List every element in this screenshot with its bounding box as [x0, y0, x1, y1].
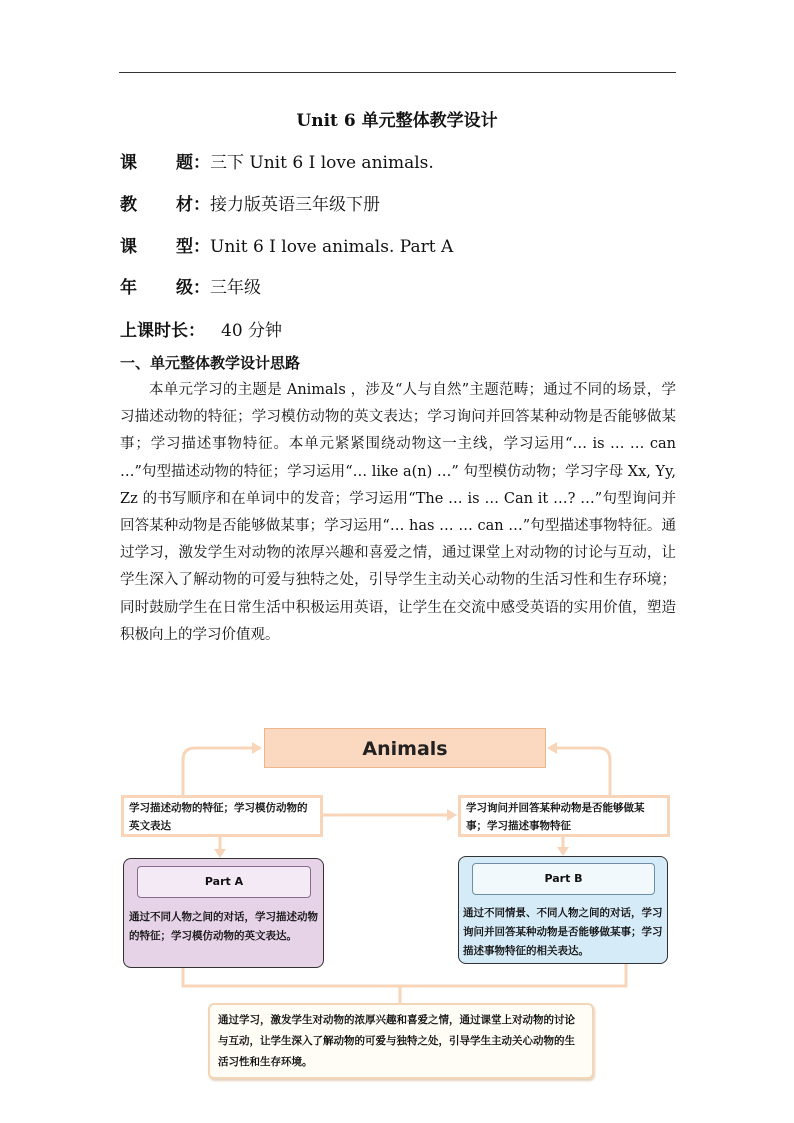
meta-value-topic: 三下 Unit 6 I love animals.	[210, 153, 434, 173]
meta-value-textbook: 接力版英语三年级下册	[210, 195, 380, 215]
header-rule	[119, 72, 676, 73]
part-a-panel	[123, 858, 324, 968]
meta-label-char: 材：	[176, 195, 210, 215]
meta-row-grade	[120, 273, 261, 298]
part-b-description: 通过不同情景、不同人物之间的对话，学习询问并回答某种动物是否能够做某事；学习描述事物特征的相关表达。	[463, 907, 663, 957]
arrowhead-part-a	[214, 849, 226, 858]
meta-label-char: 级：	[176, 278, 210, 298]
diagram-summary: 通过学习，激发学生对动物的浓厚兴趣和喜爱之情，通过课堂上对动物的讨论与互动，让学生深入了解动物的可爱与独特之处，引导学生主动关心动物的生活习性和生存环境。	[208, 1003, 594, 1079]
meta-row-topic	[120, 148, 434, 173]
arrowhead-right	[547, 742, 557, 754]
section-body-paragraph: 本单元学习的主题是 Animals ，涉及“人与自然”主题范畴；通过不同的场景，学习描述动物的特征；学习模仿动物的英文表达；学习询问并回答某种动物是否能够做某事；学习描述事物特征。本单元紧紧围绕动物这一主线，学习运用“… is … … can …”句型描述动物的特征；学习运用“… like a(n) …” 句型模仿动物；学习字母 Xx, Yy, Zz 的书写顺序和在单词中的发音；学习运用“The … is … Can it …? …”句型询问并回答某种动物是否能够做某事；学习运用“… has … … can …”句型描述事物特征。通过学习，激发学生对动物的浓厚兴趣和喜爱之情，通过课堂上对动物的讨论与互动，让学生深入了解动物的可爱与独特之处，引导学生主动关心动物的生活习性和生存环境；同时鼓励学生在日常生活中积极运用英语，让学生在交流中感受英语的实用价值，塑造积极向上的学习价值观。	[120, 382, 676, 643]
document-title: Unit 6 单元整体教学设计	[296, 111, 498, 131]
meta-value-grade: 三年级	[210, 278, 261, 298]
arrowhead-part-b	[557, 847, 569, 856]
part-b-title: Part B	[472, 863, 655, 895]
meta-label-char: 课	[120, 237, 137, 257]
section-heading: 一、单元整体教学设计思路	[120, 354, 301, 372]
part-b-panel	[458, 856, 668, 964]
duration-value: 40 分钟	[221, 321, 283, 341]
meta-label-char: 教	[120, 195, 137, 215]
duration-label: 上课时长：	[120, 321, 205, 341]
part-a-description: 通过不同人物之间的对话，学习描述动物的特征；学习模仿动物的英文表达。	[129, 911, 318, 942]
meta-value-lesson-type: Unit 6 I love animals. Part A	[210, 237, 454, 257]
meta-label-char: 型：	[176, 237, 210, 257]
arrowhead-branch	[447, 809, 457, 821]
left-loop-connector	[183, 748, 256, 795]
meta-label-char: 年	[120, 278, 137, 298]
diagram-right-branch: 学习询问并回答某种动物是否能够做某事；学习描述事物特征	[458, 795, 670, 837]
arrowhead-left	[252, 742, 262, 754]
right-loop-connector	[553, 748, 610, 795]
diagram-left-branch: 学习描述动物的特征；学习模仿动物的英文表达	[121, 795, 323, 837]
meta-row-duration	[120, 316, 282, 341]
meta-row-textbook	[120, 190, 380, 215]
part-a-title: Part A	[137, 866, 311, 898]
meta-row-lesson-type	[120, 232, 453, 257]
meta-label-char: 课	[120, 153, 137, 173]
diagram-root-animals: Animals	[264, 728, 546, 768]
meta-label-char: 题：	[176, 153, 210, 173]
